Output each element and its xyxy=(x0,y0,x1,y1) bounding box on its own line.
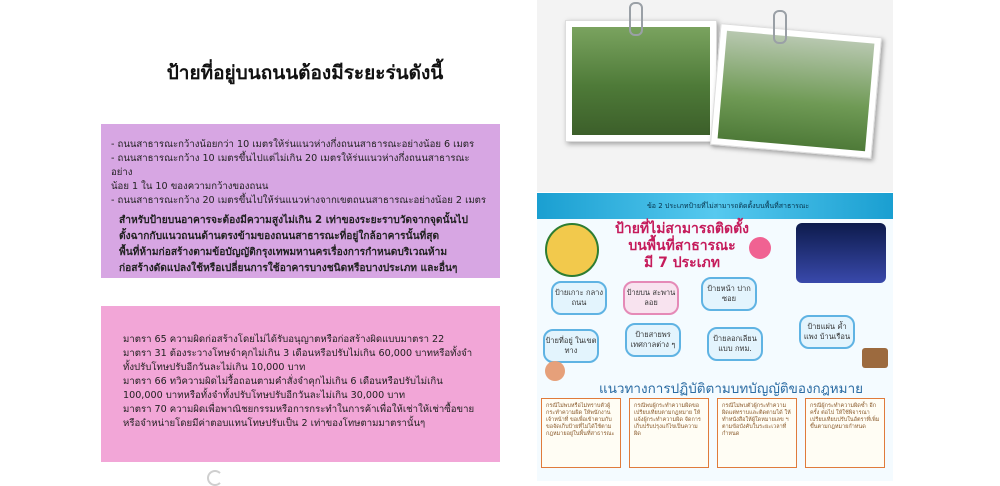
guidelines-heading: แนวทางการปฏิบัติตามบทบัญญัติของกฎหมาย xyxy=(599,381,864,397)
rule-line: - ถนนสาธารณะกว้าง 10 เมตรขึ้นไปแต่ไม่เกิน 20 เมตรให้ร่นแนวห่างกึ่งถนนสาธารณะอย่าง xyxy=(111,153,470,178)
penalty-line: หรือจำหน่ายโดยมีค่าตอบแทนโทษปรับเป็น 2 เท่าของโทษตามมาตรานั้นๆ xyxy=(123,418,426,429)
flower-icon xyxy=(749,237,771,259)
guideline-card: กรณีไม่พบหรือไม่ทราบตัวผู้กระทำความผิด ให้พนักงานเจ้าหน้าที่ ขอเพื่อเข้าตามกับ ขอจัดเก็บป้ายที่ไม่ได้ใช้ตามกฎหมายอยู่ในพื้นที่สาธารณะ xyxy=(541,398,621,468)
photo-roadside-sign xyxy=(710,23,882,159)
sign-type-bubble: ป้ายที่อยู่ ในเขตทาง xyxy=(543,329,599,363)
penalty-line: มาตรา 66 ทวิความผิดไม่รื้อถอนตามคำสั่งจำคุกไม่เกิน 6 เดือนหรือปรับไม่เกิน xyxy=(123,376,443,387)
loading-spinner-icon xyxy=(207,470,223,486)
sign-type-bubble: ป้ายสายพร เทศกาลต่าง ๆ xyxy=(625,323,681,357)
note-line: พื้นที่ห้ามก่อสร้างตามข้อบัญญัติกรุงเทพมหานครเรื่องการกำหนดบริเวณห้าม xyxy=(119,247,448,258)
sign-type-bubble: ป้ายแผ่น ค้ำแพง บ้านเรือน xyxy=(799,315,855,349)
rule-line: - ถนนสาธารณะกว้างน้อยกว่า 10 เมตรให้ร่นแนวห่างกึ่งถนนสาธารณะอย่างน้อย 6 เมตร xyxy=(111,139,475,150)
paperclip-icon xyxy=(773,10,787,44)
heading-line: มี 7 ประเภท xyxy=(644,255,720,271)
setback-rules-box xyxy=(101,124,500,278)
wooden-sign-icon xyxy=(862,348,888,368)
heading-line: ป้ายที่ไม่สามารถติดตั้ง xyxy=(614,221,750,237)
guideline-card: กรณีไม่พบตัวผู้กระทำความผิดแต่ทราบและติดตามได้ ให้ทำหนังสือให้ผู้ใดหมายเลข ฯ ตามข้อบังคับในระยะเวลาที่กำหนด xyxy=(717,398,797,468)
penalty-line: 100,000 บาทหรือทั้งจำทั้งปรับโทษปรับอีกวันละไม่เกิน 30,000 บาท xyxy=(123,390,406,401)
note-line: ก่อสร้างดัดแปลงใช้หรือเปลี่ยนการใช้อาคารบางชนิดหรือบางประเภท และอื่นๆ xyxy=(119,263,458,274)
infographic-banner xyxy=(537,193,893,219)
infographic-heading xyxy=(597,221,767,272)
rule-line: น้อย 1 ใน 10 ของความกว้างของถนน xyxy=(111,181,269,192)
sign-type-bubble: ป้ายหน้า ปากซอย xyxy=(701,277,757,311)
note-line: สำหรับป้ายบนอาคารจะต้องมีความสูงไม่เกิน 2 เท่าของระยะราบวัดจากจุดนั้นไป xyxy=(119,215,469,226)
penalties-box xyxy=(101,306,500,462)
right-panel xyxy=(537,0,893,486)
penalty-line: มาตรา 65 ความผิดก่อสร้างโดยไม่ได้รับอนุญาตหรือก่อสร้างผิดแบบมาตรา 22 xyxy=(123,334,445,345)
sign-type-bubble: ป้ายบน สะพานลอย xyxy=(623,281,679,315)
sign-type-bubble: ป้ายลอกเลียน แบบ กทม. xyxy=(707,327,763,361)
sign-types-infographic xyxy=(537,193,893,481)
photo-people-in-forest xyxy=(565,20,717,142)
penalty-line: ทั้งปรับโทษปรับอีกวันละไม่เกิน 10,000 บาท xyxy=(123,362,306,373)
bma-logo-icon xyxy=(545,223,599,277)
photo-collage xyxy=(537,0,893,192)
banner-text: ข้อ 2 ประเภทป้ายที่ไม่สามารถติดตั้งบนพื้นที่สาธารณะ xyxy=(647,202,810,210)
penalty-line: มาตรา 31 ต้องระวางโทษจำคุกไม่เกิน 3 เดือนหรือปรับไม่เกิน 60,000 บาทหรือทั้งจำ xyxy=(123,348,473,359)
cartoon-character-icon xyxy=(545,361,565,381)
rule-line: - ถนนสาธารณะกว้าง 20 เมตรขึ้นไปให้ร่นแนวห่างจากเขตถนนสาธารณะอย่างน้อย 2 เมตร xyxy=(111,195,487,206)
heading-line: บนพื้นที่สาธารณะ xyxy=(628,238,736,254)
note-line: ตั้งฉากกับแนวถนนด้านตรงข้ามของถนนสาธารณะที่อยู่ใกล้อาคารนั้นที่สุด xyxy=(119,231,440,242)
night-street-illustration xyxy=(796,223,886,283)
penalty-line: มาตรา 70 ความผิดเพื่อพาณิชยกรรมหรือการกระทำในการค้าเพื่อให้เช่าให้เช่าซื้อขาย xyxy=(123,404,475,415)
building-sign-note xyxy=(111,213,490,277)
photo-image xyxy=(572,27,710,135)
paperclip-icon xyxy=(629,2,643,36)
photo-image xyxy=(718,31,875,151)
sign-type-bubble: ป้ายเกาะ กลางถนน xyxy=(551,281,607,315)
page-title: ป้ายที่อยู่บนถนนต้องมีระยะร่นดังนี้ xyxy=(166,62,444,84)
guideline-card: กรณีผู้กระทำความผิดซ้ำ อีกครั้ง ต่อไป ให้ใช้พิจารณาเปรียบเทียบปรับในอัตราที่เพิ่มขึ้นตามกฎหมายกำหนด xyxy=(805,398,885,468)
guideline-card: กรณีพบผู้กระทำความผิดขอเปรียบเทียบตามกฎหมาย ให้แจ้งผู้กระทำความผิด จัดการเก็บปรับปรุงแก้ไขเป็นความผิด xyxy=(629,398,709,468)
